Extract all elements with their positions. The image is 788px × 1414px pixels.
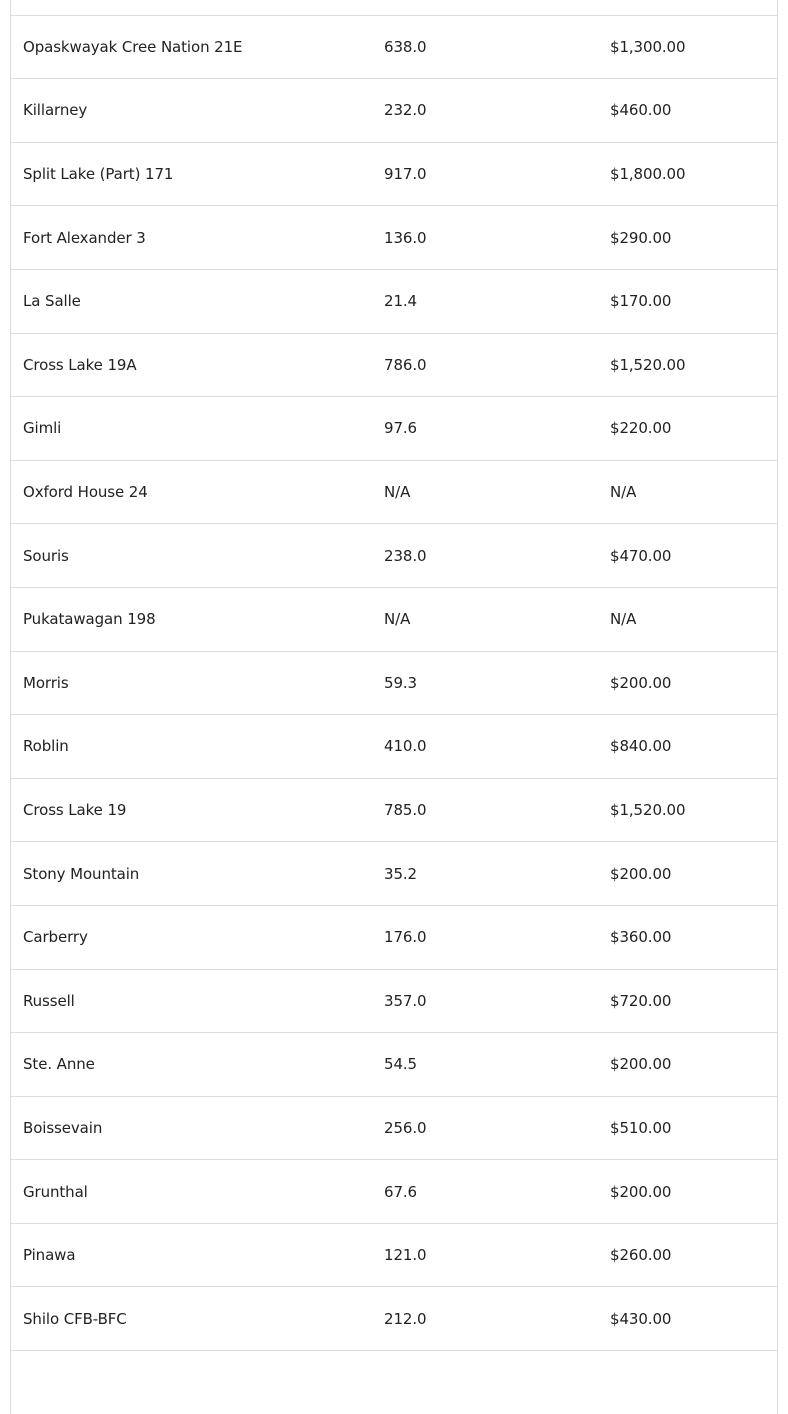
data-table xyxy=(10,0,778,1414)
cost-cell: $360.00 xyxy=(610,928,672,947)
cost-cell: $290.00 xyxy=(610,228,672,247)
table-row xyxy=(11,1096,777,1160)
cost-cell: $470.00 xyxy=(610,546,672,565)
community-cell: Shilo CFB-BFC xyxy=(23,1309,127,1328)
community-cell: Pinawa xyxy=(23,1246,76,1265)
table-row xyxy=(11,0,777,15)
community-cell: Roblin xyxy=(23,737,69,756)
table-row xyxy=(11,1350,777,1414)
community-cell: Opaskwayak Cree Nation 21E xyxy=(23,37,243,56)
table-row xyxy=(11,460,777,524)
table-row xyxy=(11,714,777,778)
cost-cell: $170.00 xyxy=(610,292,672,311)
cost-cell: N/A xyxy=(610,483,637,502)
table-row xyxy=(11,15,777,79)
value-cell: N/A xyxy=(384,483,411,502)
table-row xyxy=(11,1286,777,1350)
table-row xyxy=(11,205,777,269)
community-cell: Stony Mountain xyxy=(23,864,140,883)
value-cell: N/A xyxy=(384,610,411,629)
cost-cell: $460.00 xyxy=(610,101,672,120)
value-cell: 238.0 xyxy=(384,546,427,565)
cost-cell: $200.00 xyxy=(610,1055,672,1074)
cost-cell: $220.00 xyxy=(610,419,672,438)
table-row xyxy=(11,142,777,206)
table-row xyxy=(11,1223,777,1287)
value-cell: 256.0 xyxy=(384,1118,427,1137)
table-row xyxy=(11,1159,777,1223)
value-cell: 212.0 xyxy=(384,1309,427,1328)
value-cell: 638.0 xyxy=(384,37,427,56)
value-cell: 97.6 xyxy=(384,419,417,438)
cost-cell: $1,520.00 xyxy=(610,355,686,374)
cost-cell: $510.00 xyxy=(610,1118,672,1137)
community-cell: Carberry xyxy=(23,928,88,947)
community-cell: Cross Lake 19 xyxy=(23,801,127,820)
table-row xyxy=(11,396,777,460)
value-cell: 357.0 xyxy=(384,991,427,1010)
table-row xyxy=(11,587,777,651)
cost-cell: $430.00 xyxy=(610,1309,672,1328)
value-cell: 35.2 xyxy=(384,864,417,883)
cost-cell: $200.00 xyxy=(610,673,672,692)
cost-cell: $260.00 xyxy=(610,1246,672,1265)
value-cell: 21.4 xyxy=(384,292,417,311)
community-cell: Cross Lake 19A xyxy=(23,355,137,374)
community-cell: La Salle xyxy=(23,292,81,311)
community-cell: Ste. Anne xyxy=(23,1055,95,1074)
community-cell: Split Lake (Part) 171 xyxy=(23,165,174,184)
table-row xyxy=(11,969,777,1033)
community-cell: Souris xyxy=(23,546,69,565)
community-cell: Pukatawagan 198 xyxy=(23,610,156,629)
value-cell: 176.0 xyxy=(384,928,427,947)
community-cell: Fort Alexander 3 xyxy=(23,228,146,247)
community-cell: Grunthal xyxy=(23,1182,88,1201)
value-cell: 54.5 xyxy=(384,1055,417,1074)
table-row xyxy=(11,651,777,715)
cost-cell: $1,800.00 xyxy=(610,165,686,184)
value-cell: 785.0 xyxy=(384,801,427,820)
table-row xyxy=(11,333,777,397)
table-row xyxy=(11,841,777,905)
table-row xyxy=(11,905,777,969)
cost-cell: $840.00 xyxy=(610,737,672,756)
table-row xyxy=(11,1032,777,1096)
community-cell: Gimli xyxy=(23,419,62,438)
value-cell: 410.0 xyxy=(384,737,427,756)
cost-cell: $720.00 xyxy=(610,991,672,1010)
community-cell: Killarney xyxy=(23,101,88,120)
cost-cell: N/A xyxy=(610,610,637,629)
cost-cell: $1,300.00 xyxy=(610,37,686,56)
value-cell: 67.6 xyxy=(384,1182,417,1201)
value-cell: 136.0 xyxy=(384,228,427,247)
community-cell: Morris xyxy=(23,673,69,692)
cost-cell: $200.00 xyxy=(610,864,672,883)
table-row xyxy=(11,523,777,587)
table-row xyxy=(11,269,777,333)
cost-cell: $200.00 xyxy=(610,1182,672,1201)
cost-cell: $1,520.00 xyxy=(610,801,686,820)
community-cell: Russell xyxy=(23,991,75,1010)
value-cell: 917.0 xyxy=(384,165,427,184)
value-cell: 121.0 xyxy=(384,1246,427,1265)
community-cell: Oxford House 24 xyxy=(23,483,148,502)
value-cell: 59.3 xyxy=(384,673,417,692)
table-row xyxy=(11,78,777,142)
value-cell: 786.0 xyxy=(384,355,427,374)
value-cell: 232.0 xyxy=(384,101,427,120)
table-row xyxy=(11,778,777,842)
community-cell: Boissevain xyxy=(23,1118,103,1137)
